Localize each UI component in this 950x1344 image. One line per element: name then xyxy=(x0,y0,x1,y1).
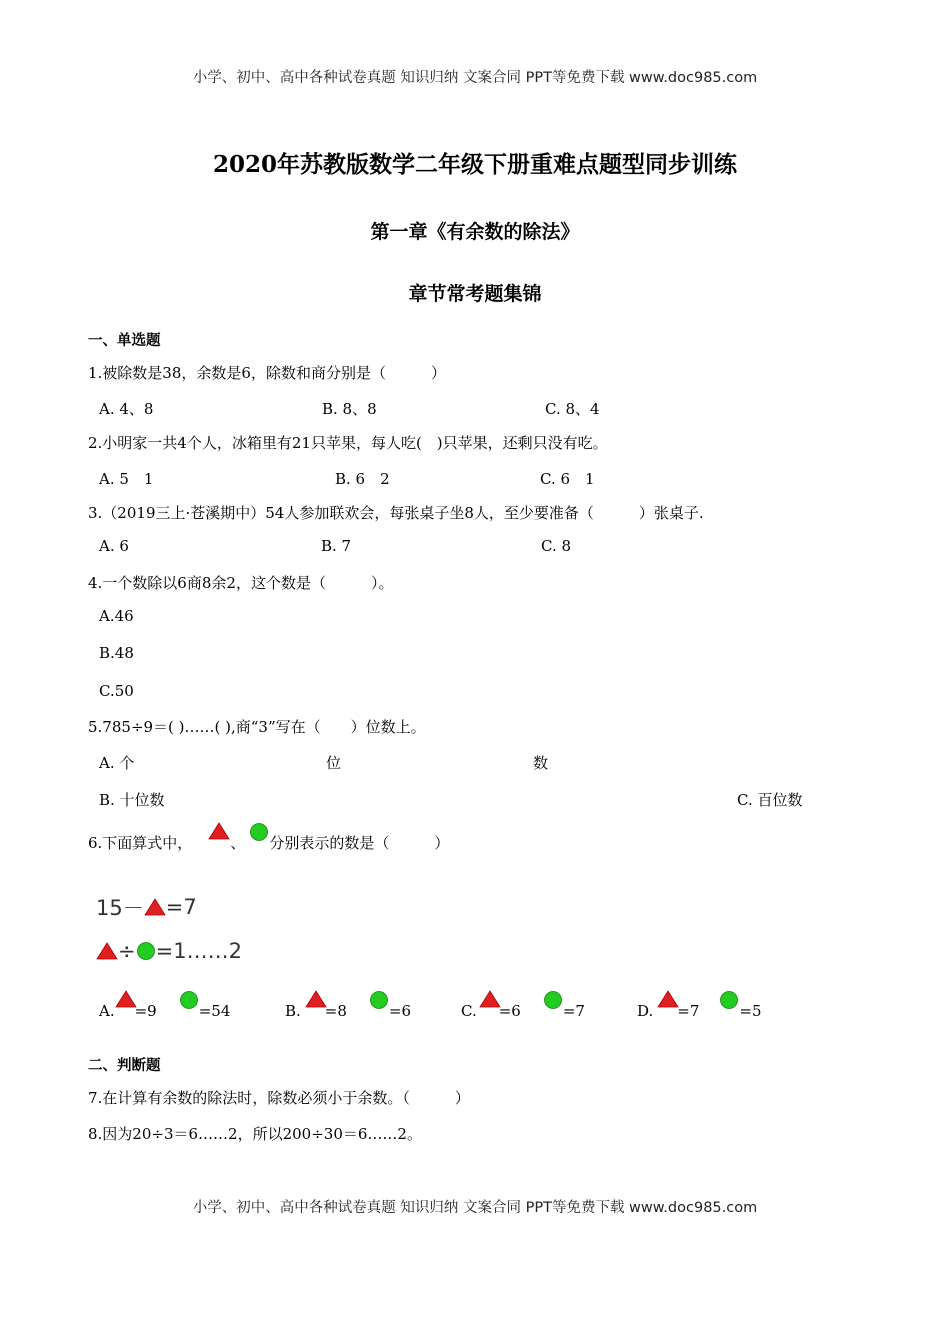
q6-option-d-label: D. xyxy=(637,1002,654,1020)
formula-2-mid: ÷ xyxy=(118,939,136,963)
q2-option-b: B. 6 2 xyxy=(335,470,390,488)
q6-option-c-circle-value: =7 xyxy=(562,1002,585,1020)
red-triangle-icon xyxy=(479,990,501,1008)
q5-option-b: B. 十位数 xyxy=(99,791,165,809)
q6-option-b xyxy=(285,990,411,1020)
formula-1-left: 15－ xyxy=(96,896,144,920)
q6-option-a-triangle-value: =9 xyxy=(134,1002,157,1020)
q4-option-c: C.50 xyxy=(99,682,134,700)
question-5: 5.785÷9＝( )……( ),商“3”写在（ ）位数上。 xyxy=(88,718,426,736)
document-title: 2020年苏教版数学二年级下册重难点题型同步训练 xyxy=(212,151,737,178)
red-triangle-icon xyxy=(144,898,166,916)
red-triangle-icon xyxy=(115,990,137,1008)
q6-option-b-label: B. xyxy=(285,1002,301,1020)
question-7: 7.在计算有余数的除法时，除数必须小于余数。（ ） xyxy=(88,1089,470,1107)
q5-option-a-part1: A. 个 xyxy=(99,754,135,772)
q4-option-b: B.48 xyxy=(99,644,134,662)
q6-option-c-label: C. xyxy=(461,1002,477,1020)
q1-option-c: C. 8、4 xyxy=(545,400,600,418)
q3-option-b: B. 7 xyxy=(321,537,352,555)
subtitle: 章节常考题集锦 xyxy=(408,283,542,305)
q6-option-a xyxy=(99,990,230,1020)
q2-option-c: C. 6 1 xyxy=(540,470,595,488)
formula-2-right: =1……2 xyxy=(155,939,242,963)
q6-text-post: 分别表示的数是（ ） xyxy=(269,834,450,852)
question-2: 2.小明家一共4个人，冰箱里有21只苹果，每人吃( )只苹果，还剩只没有吃。 xyxy=(88,434,608,452)
red-triangle-icon xyxy=(96,942,118,960)
q6-option-b-circle-value: =6 xyxy=(388,1002,412,1020)
red-triangle-icon xyxy=(208,822,230,840)
section-heading-true-false: 二、判断题 xyxy=(88,1058,161,1074)
question-4: 4.一个数除以6商8余2，这个数是（ ）。 xyxy=(88,574,394,592)
question-1: 1.被除数是38，余数是6，除数和商分别是（ ） xyxy=(88,364,446,382)
q5-option-c: C. 百位数 xyxy=(737,791,803,809)
q5-option-a-part2: 位 xyxy=(326,754,342,772)
page-header: 小学、初中、高中各种试卷真题 知识归纳 文案合同 PPT等免费下载 www.doc985.com xyxy=(192,70,758,86)
question-8: 8.因为20÷3＝6……2，所以200÷30＝6……2。 xyxy=(88,1125,422,1143)
formula-2 xyxy=(96,939,242,963)
formula-1-right: =7 xyxy=(165,895,197,919)
q6-option-c-triangle-value: =6 xyxy=(498,1002,521,1020)
section-heading-single-choice: 一、单选题 xyxy=(88,333,161,349)
green-circle-icon xyxy=(249,822,269,842)
q1-option-b: B. 8、8 xyxy=(322,400,377,418)
q4-option-a: A.46 xyxy=(99,607,134,625)
red-triangle-icon xyxy=(305,990,327,1008)
q6-option-c xyxy=(461,990,585,1020)
q5-option-a-part3: 数 xyxy=(533,754,549,772)
q6-option-a-label: A. xyxy=(99,1002,115,1020)
page-footer: 小学、初中、高中各种试卷真题 知识归纳 文案合同 PPT等免费下载 www.doc985.com xyxy=(192,1200,758,1216)
formula-1 xyxy=(96,892,197,922)
q6-text-mid: 、 xyxy=(230,834,246,852)
q6-option-b-triangle-value: =8 xyxy=(324,1002,347,1020)
red-triangle-icon xyxy=(657,990,679,1008)
green-circle-icon xyxy=(369,990,389,1010)
q6-option-d-triangle-value: =7 xyxy=(677,1002,700,1020)
q6-option-d-circle-value: =5 xyxy=(739,1002,762,1020)
question-6 xyxy=(88,822,449,853)
q6-option-d xyxy=(637,990,762,1020)
q3-option-a: A. 6 xyxy=(99,537,129,555)
q2-option-a: A. 5 1 xyxy=(99,470,154,488)
q6-text-pre: 6.下面算式中， xyxy=(88,834,193,852)
q1-option-a: A. 4、8 xyxy=(99,400,154,418)
green-circle-icon xyxy=(136,941,156,961)
q6-option-a-circle-value: =54 xyxy=(198,1002,231,1020)
green-circle-icon xyxy=(543,990,563,1010)
green-circle-icon xyxy=(179,990,199,1010)
chapter-title: 第一章《有余数的除法》 xyxy=(370,221,580,243)
question-3: 3.（2019三上·苍溪期中）54人参加联欢会，每张桌子坐8人，至少要准备（ ）张桌子. xyxy=(88,504,704,522)
q3-option-c: C. 8 xyxy=(541,537,572,555)
green-circle-icon xyxy=(719,990,739,1010)
